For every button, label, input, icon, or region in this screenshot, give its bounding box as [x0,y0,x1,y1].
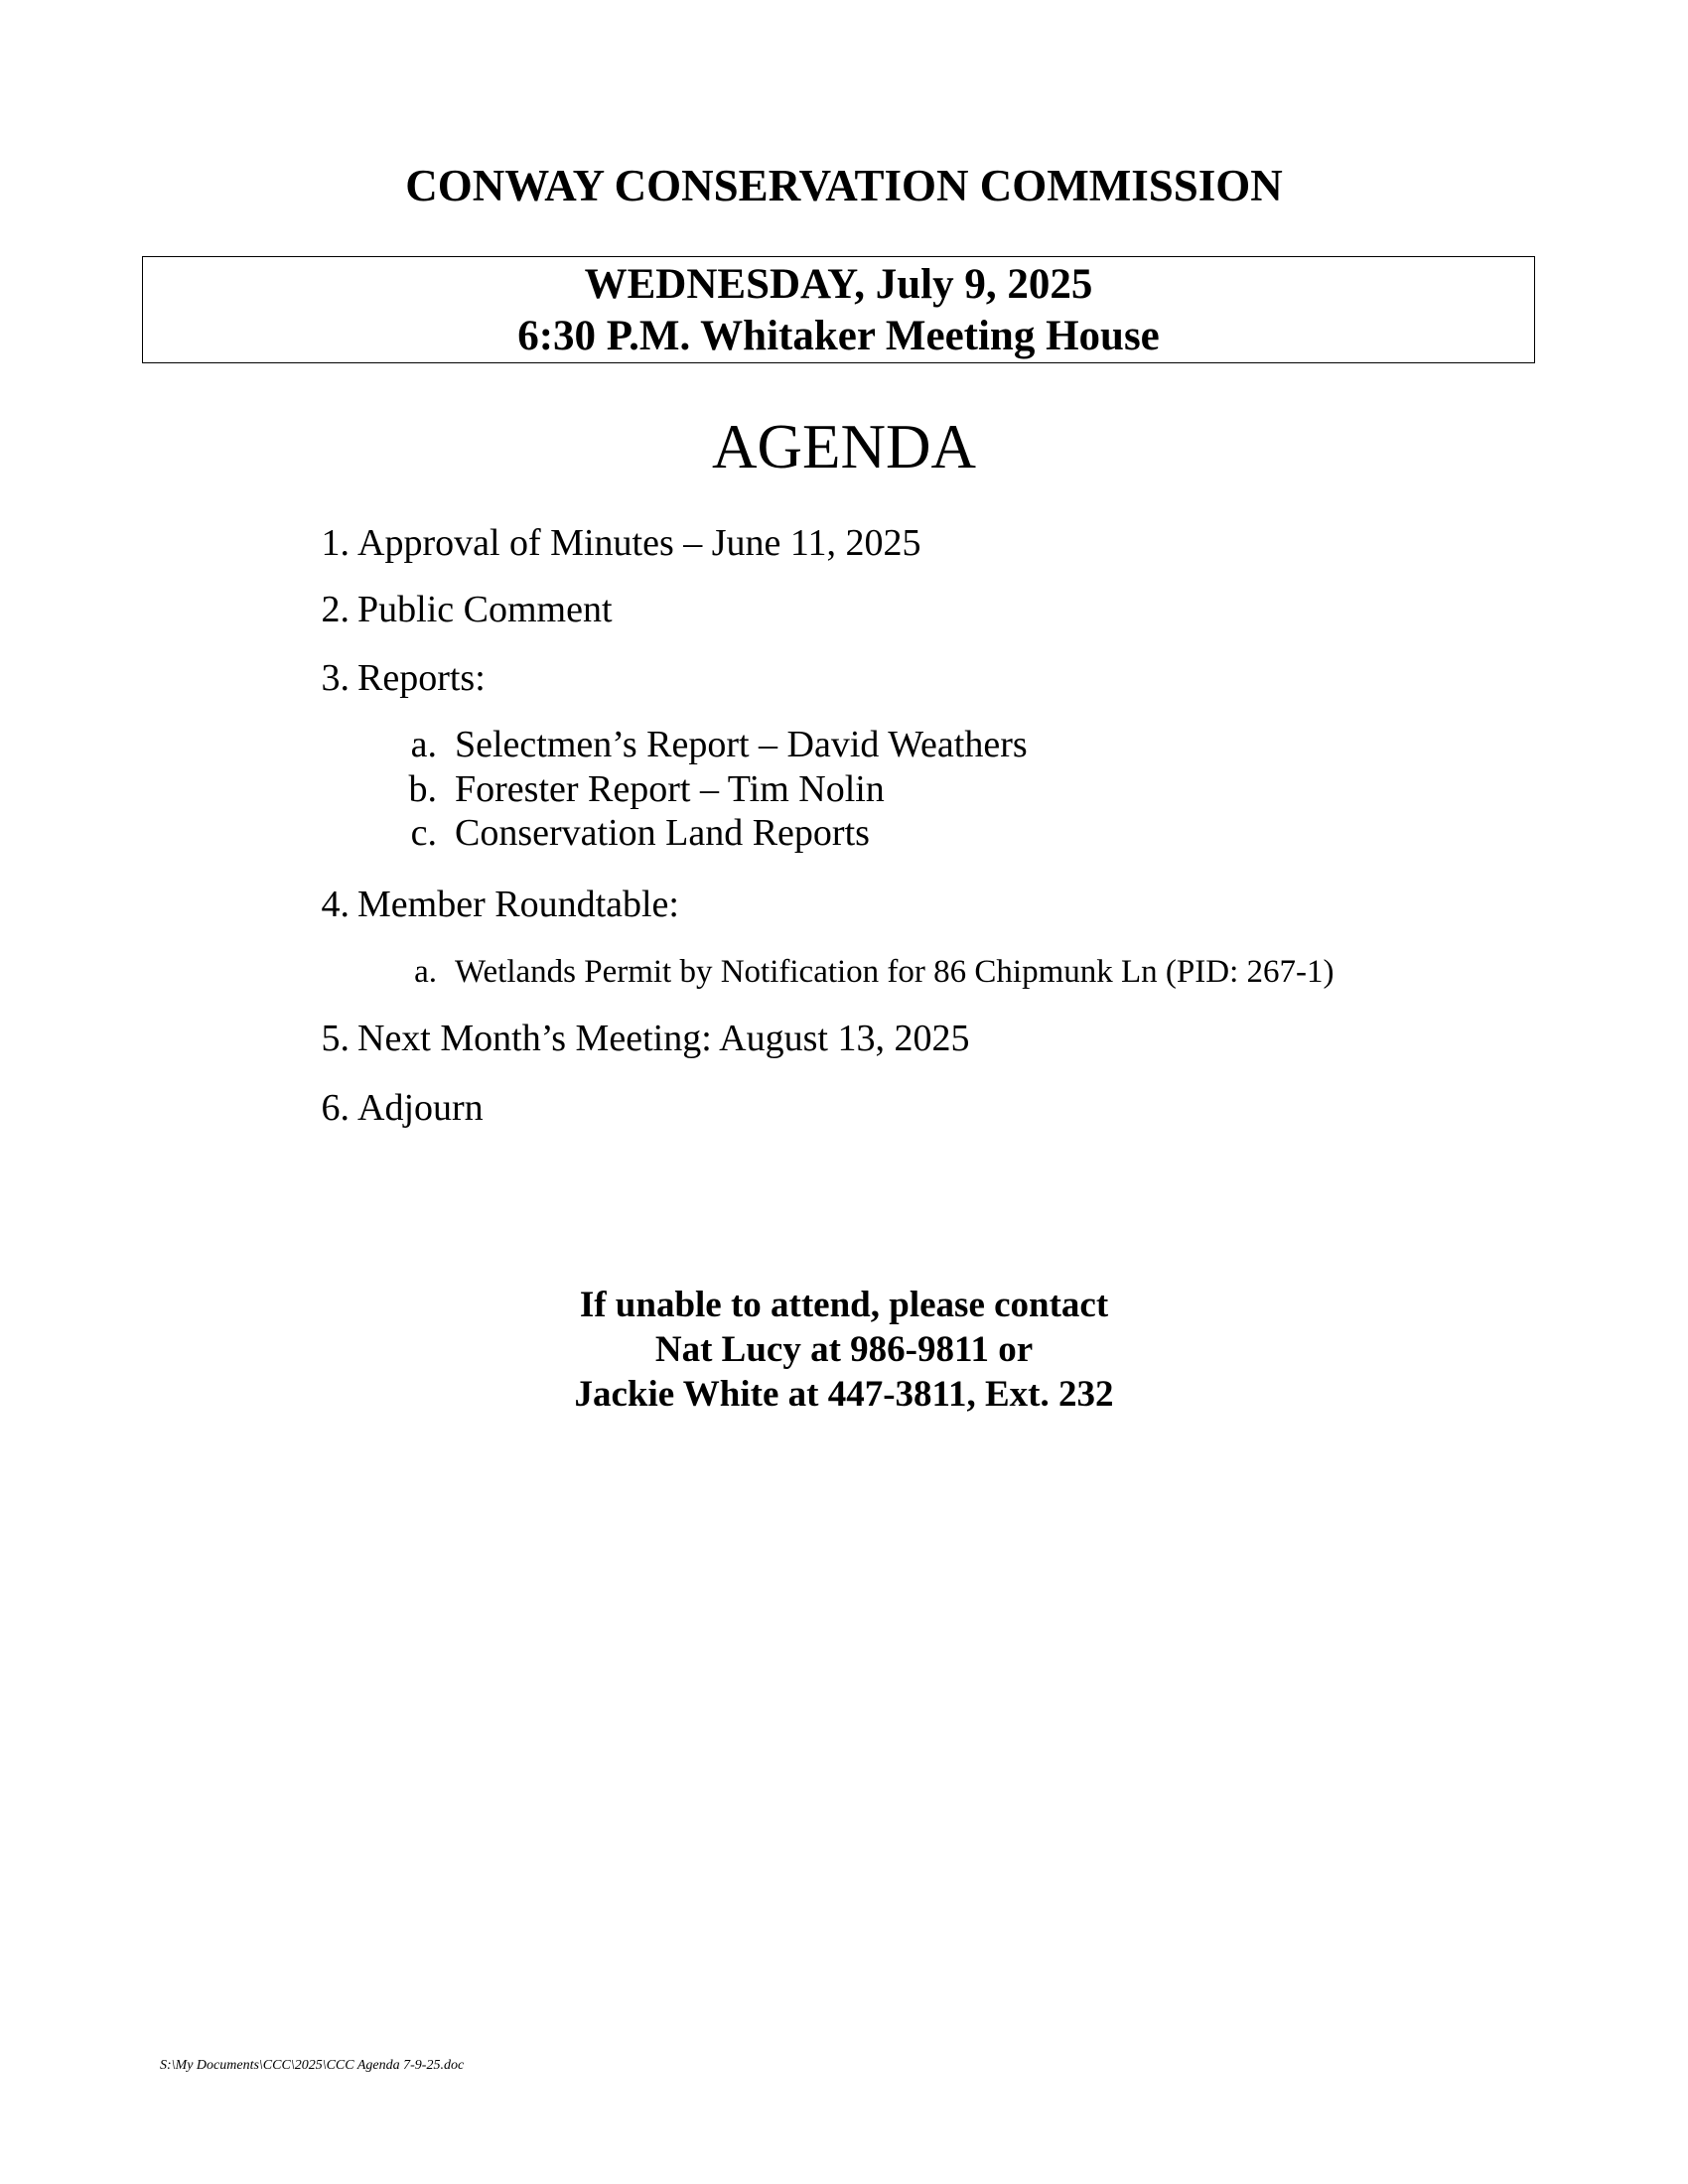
agenda-subitem-letter: b. [408,768,437,810]
agenda-item-text: Next Month’s Meeting: August 13, 2025 [357,1018,970,1059]
agenda-item-number: 3. [321,657,350,699]
organization-title: CONWAY CONSERVATION COMMISSION [405,161,1283,210]
agenda-subitem-letter: a. [414,954,437,990]
agenda-item-number: 1. [321,522,350,564]
agenda-subitem-text: Wetlands Permit by Notification for 86 Chipmunk Ln (PID: 267-1) [455,954,1335,990]
agenda-subitem-text: Forester Report – Tim Nolin [455,768,885,810]
agenda-subitem-text: Selectmen’s Report – David Weathers [455,724,1028,765]
agenda-subitem-letter: a. [410,724,437,765]
agenda-item-number: 5. [321,1018,350,1059]
footer-file-path: S:\My Documents\CCC\2025\CCC Agenda 7-9-25.doc [160,2058,465,2073]
agenda-item-text: Approval of Minutes – June 11, 2025 [357,522,921,564]
contact-line-1: If unable to attend, please contact [579,1285,1109,1325]
agenda-subitem-letter: c. [410,812,437,854]
agenda-item-text: Reports: [357,657,486,699]
agenda-item-number: 4. [321,884,350,925]
agenda-item-text: Public Comment [357,589,613,630]
contact-line-2: Nat Lucy at 986-9811 or [654,1329,1034,1370]
agenda-item-number: 2. [321,589,350,630]
meeting-time-location: 6:30 P.M. Whitaker Meeting House [517,313,1160,359]
agenda-item-text: Adjourn [357,1087,484,1129]
meeting-date: WEDNESDAY, July 9, 2025 [584,261,1093,308]
contact-line-3: Jackie White at 447-3811, Ext. 232 [574,1374,1114,1415]
contact-notice [0,1283,1688,1417]
agenda-heading: AGENDA [712,412,976,481]
agenda-item-text: Member Roundtable: [357,884,679,925]
agenda-subitem-text: Conservation Land Reports [455,812,870,854]
agenda-item-number: 6. [321,1087,350,1129]
meeting-info-box [142,256,1535,363]
